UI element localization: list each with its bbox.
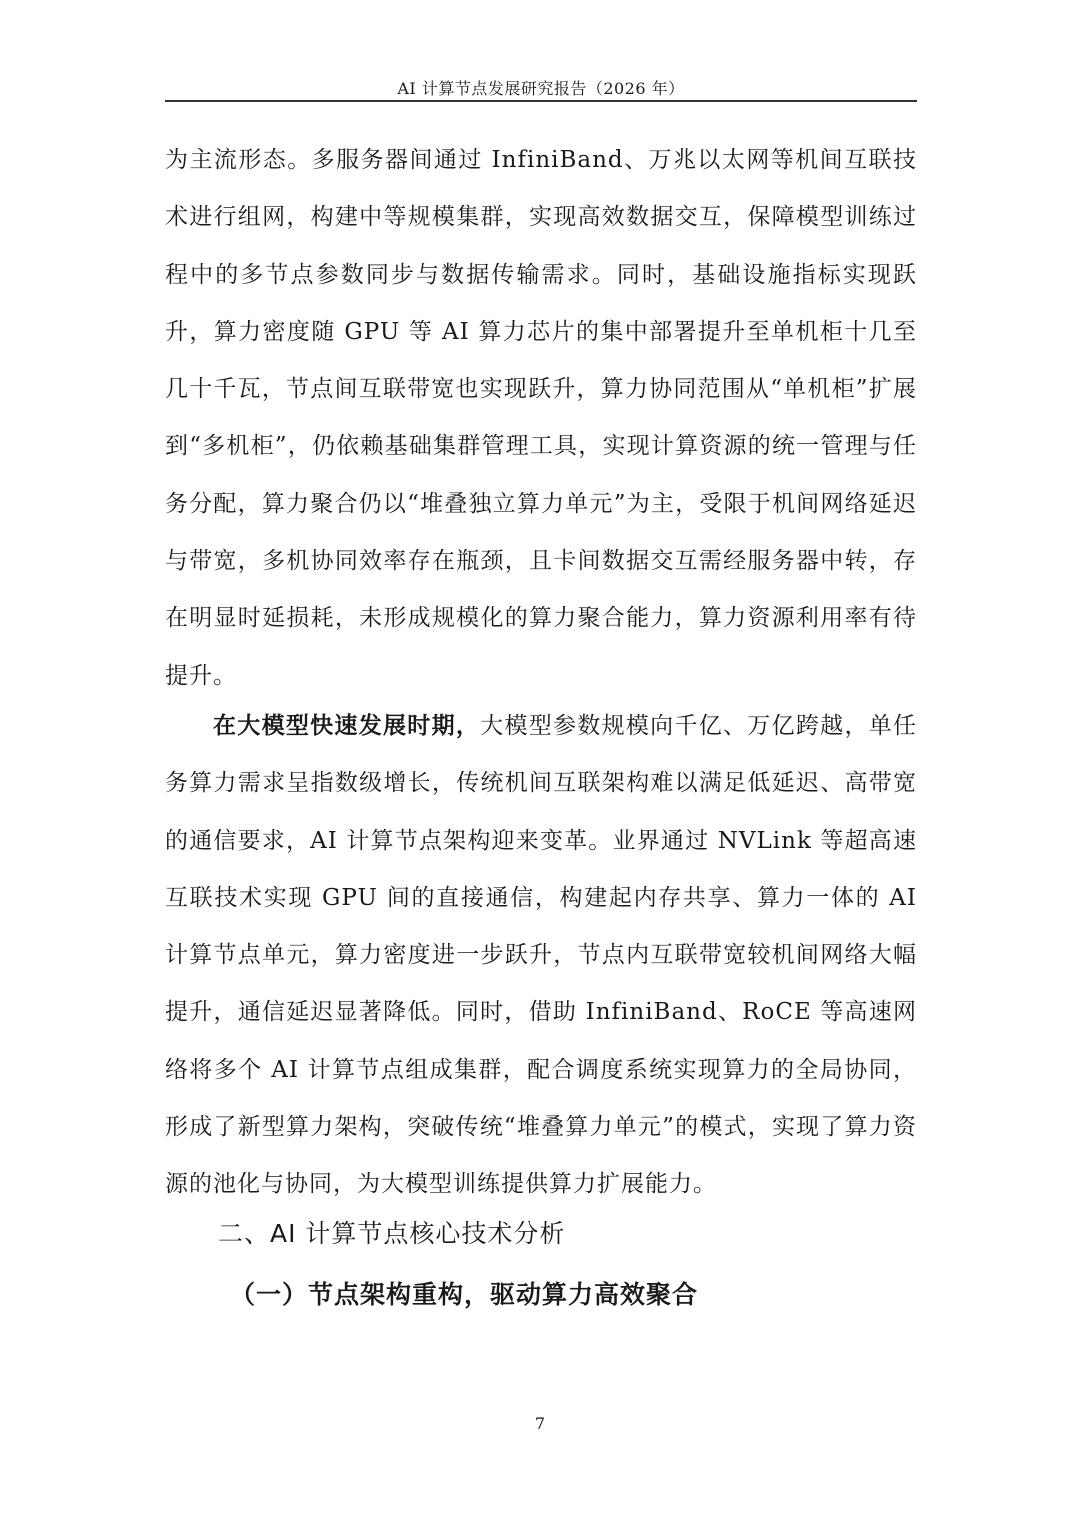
paragraph-2-text: 大模型参数规模向千亿、万亿跨越，单任务算力需求呈指数级增长，传统机间互联架构难以满足低延迟、高带宽的通信要求，AI 计算节点架构迎来变革。业界通过 NVLink 等超高速互联技术实现 GPU 间的直接通信，构建起内存共享、算力一体的 AI 计算节点单元，算力密度进一步跃升，节点内互联带宽较机间网络大幅提升，通信延迟显著降低。同时，借助 InfiniBand、RoCE 等高速网络将多个 AI 计算节点组成集群，配合调度系统实现算力的全局协同，形成了新型算力架构，突破传统“堆叠算力单元”的模式，实现了算力资源的池化与协同，为大模型训练提供算力扩展能力。 <box>165 713 918 1198</box>
paragraph-1-text: 为主流形态。多服务器间通过 InfiniBand、万兆以太网等机间互联技术进行组网，构建中等规模集群，实现高效数据交互，保障模型训练过程中的多节点参数同步与数据传输需求。同时，基础设施指标实现跃升，算力密度随 GPU 等 AI 算力芯片的集中部署提升至单机柜十几至几十千瓦，节点间互联带宽也实现跃升，算力协同范围从“单机柜”扩展到“多机柜”，仍依赖基础集群管理工具，实现计算资源的统一管理与任务分配，算力聚合仍以“堆叠独立算力单元”为主，受限于机间网络延迟与带宽，多机协同效率存在瓶颈，且卡间数据交互需经服务器中转，存在明显时延损耗，未形成规模化的算力聚合能力，算力资源利用率有待提升。 <box>165 147 917 689</box>
page-number: 7 <box>534 1414 546 1433</box>
paragraph-2-lead: 在大模型快速发展时期， <box>213 712 481 739</box>
body-paragraph-2 <box>165 697 917 1214</box>
section-heading: 二、AI 计算节点核心技术分析 <box>218 1219 566 1248</box>
header-divider <box>165 100 917 102</box>
body-paragraph-1 <box>165 132 917 705</box>
subsection-heading: （一）节点架构重构，驱动算力高效聚合 <box>230 1280 699 1309</box>
header-title: AI 计算节点发展研究报告（2026 年） <box>397 79 685 98</box>
